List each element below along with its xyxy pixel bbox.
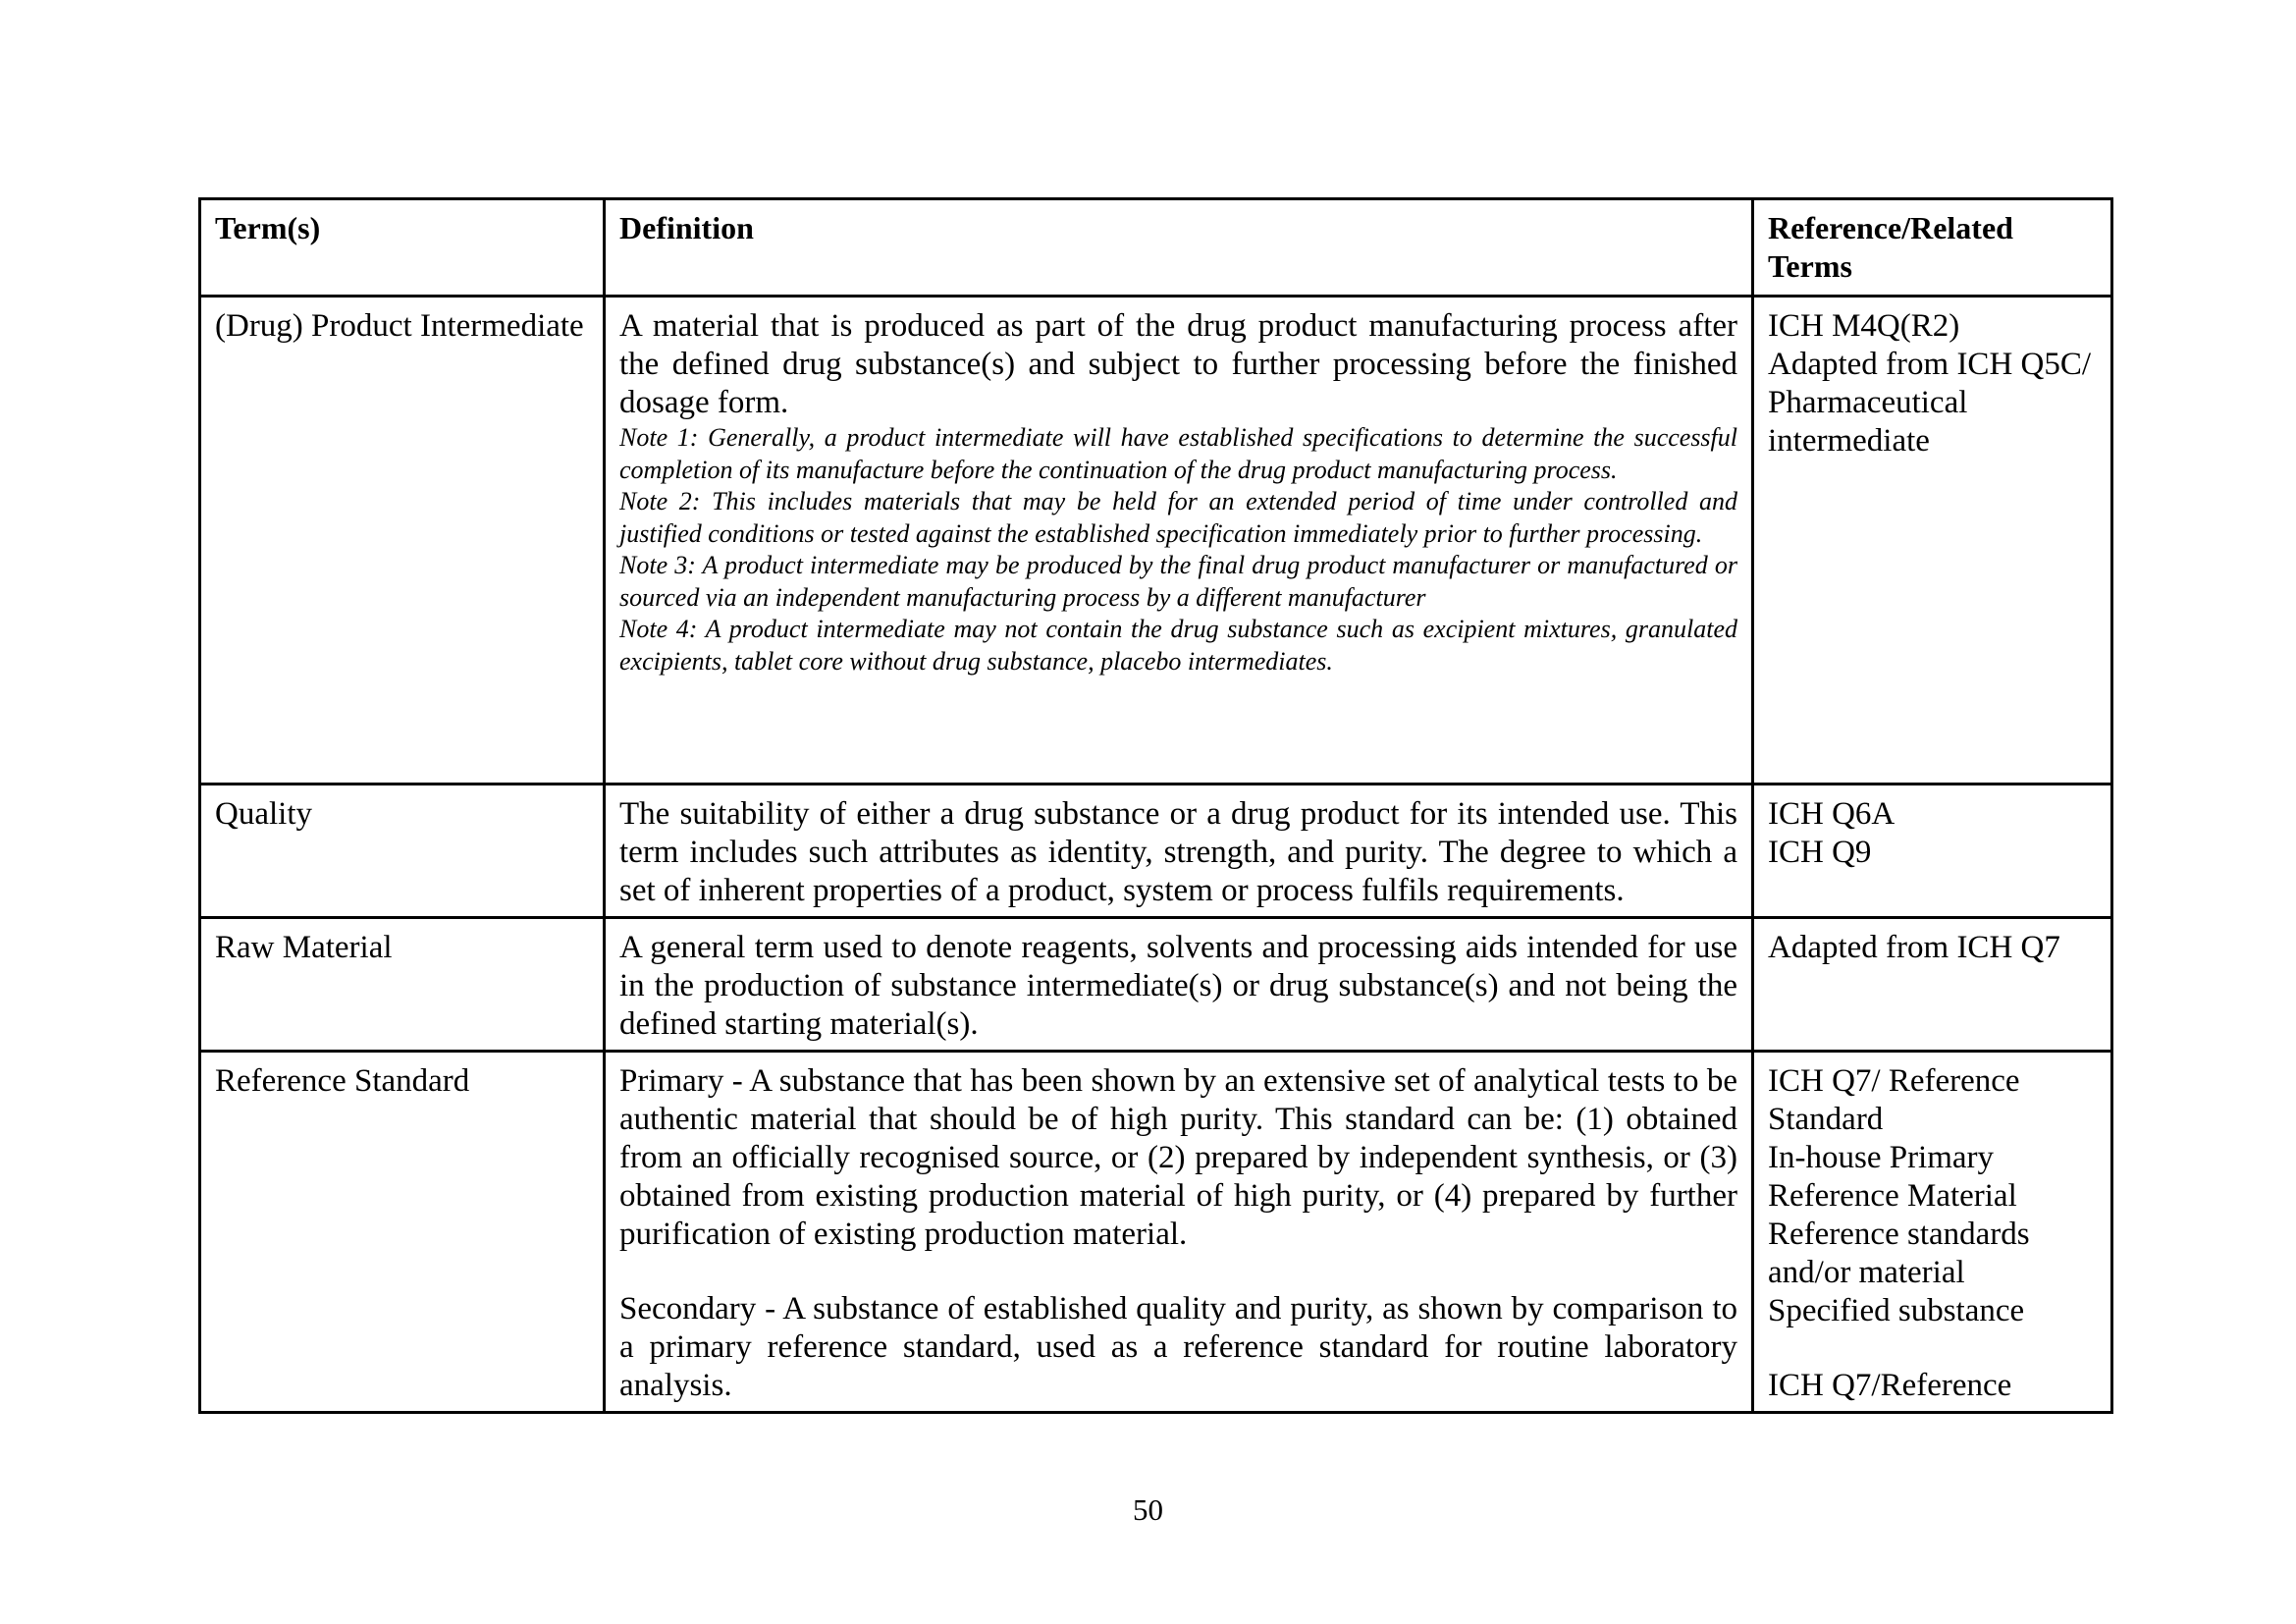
definition-text: A general term used to denote reagents, solvents and processing aids intended for use in the production of substance intermediate(s) or drug substance(s) and not being the defined starting material(s). bbox=[619, 930, 1737, 1042]
definition-cell bbox=[605, 918, 1753, 1052]
page-number: 50 bbox=[1133, 1492, 1163, 1527]
header-row bbox=[200, 199, 2112, 297]
definition-text: A material that is produced as part of the drug product manufacturing process after the defined drug substance(s) and subject to further processing before the finished dosage form. bbox=[619, 308, 1737, 420]
reference-item: ICH Q9 bbox=[1768, 835, 1872, 870]
paragraph-spacer bbox=[1768, 1330, 2097, 1367]
table-row bbox=[200, 918, 2112, 1052]
definition-cell bbox=[605, 297, 1753, 785]
term-cell: Raw Material bbox=[200, 918, 605, 1052]
glossary-table bbox=[198, 197, 2113, 1414]
note-2: Note 2: This includes materials that may be held for an extended period of time under controlled and justified conditions or tested against the established specification immediately prior to further processing. bbox=[619, 487, 1737, 548]
term-cell: Reference Standard bbox=[200, 1052, 605, 1413]
reference-item: Reference standards and/or material bbox=[1768, 1217, 2030, 1290]
reference-cell bbox=[1753, 1052, 2112, 1413]
reference-item: ICH Q6A bbox=[1768, 796, 1896, 832]
reference-item: Adapted from ICH Q7 bbox=[1768, 930, 2060, 965]
note-1: Note 1: Generally, a product intermediate will have established specifications to determine the successful completion of its manufacture before the continuation of the drug product manufacturing process. bbox=[619, 423, 1737, 484]
definition-cell bbox=[605, 1052, 1753, 1413]
reference-item: ICH Q7/ Reference Standard bbox=[1768, 1063, 2020, 1137]
paragraph-spacer bbox=[619, 1254, 1737, 1290]
reference-cell bbox=[1753, 785, 2112, 918]
reference-item: In-house Primary Reference Material bbox=[1768, 1140, 2017, 1214]
definition-cell bbox=[605, 785, 1753, 918]
note-3: Note 3: A product intermediate may be produced by the final drug product manufacturer or manufactured or sourced via an independent manufacturing process by a different manufacturer bbox=[619, 551, 1737, 612]
definition-text: The suitability of either a drug substance or a drug product for its intended use. This term includes such attributes as identity, strength, and purity. The degree to which a set of inherent properties of a product, system or process fulfils requirements. bbox=[619, 796, 1737, 908]
definition-secondary: Secondary - A substance of established quality and purity, as shown by comparison to a primary reference standard, used as a reference standard for routine laboratory analysis. bbox=[619, 1291, 1737, 1403]
table-row bbox=[200, 297, 2112, 785]
reference-cell bbox=[1753, 297, 2112, 785]
reference-item: ICH M4Q(R2) bbox=[1768, 308, 1960, 344]
term-cell: (Drug) Product Intermediate bbox=[200, 297, 605, 785]
note-4: Note 4: A product intermediate may not contain the drug substance such as excipient mixtures, granulated excipients, tablet core without drug substance, placebo intermediates. bbox=[619, 615, 1737, 676]
reference-item: ICH Q7/Reference bbox=[1768, 1368, 2012, 1403]
definition-primary: Primary - A substance that has been shown by an extensive set of analytical tests to be authentic material that should be of high purity. This standard can be: (1) obtained from an officially recognised source, or (2) prepared by independent synthesis, or (3) obtained from existing production material of high purity, or (4) prepared by further purification of existing production material. bbox=[619, 1063, 1737, 1252]
reference-cell bbox=[1753, 918, 2112, 1052]
header-reference: Reference/Related Terms bbox=[1753, 199, 2112, 297]
term-cell: Quality bbox=[200, 785, 605, 918]
table-row bbox=[200, 1052, 2112, 1413]
reference-item: Adapted from ICH Q5C/ Pharmaceutical intermediate bbox=[1768, 347, 2092, 459]
header-definition: Definition bbox=[605, 199, 1753, 297]
table-row bbox=[200, 785, 2112, 918]
reference-item: Specified substance bbox=[1768, 1293, 2025, 1328]
header-term: Term(s) bbox=[200, 199, 605, 297]
